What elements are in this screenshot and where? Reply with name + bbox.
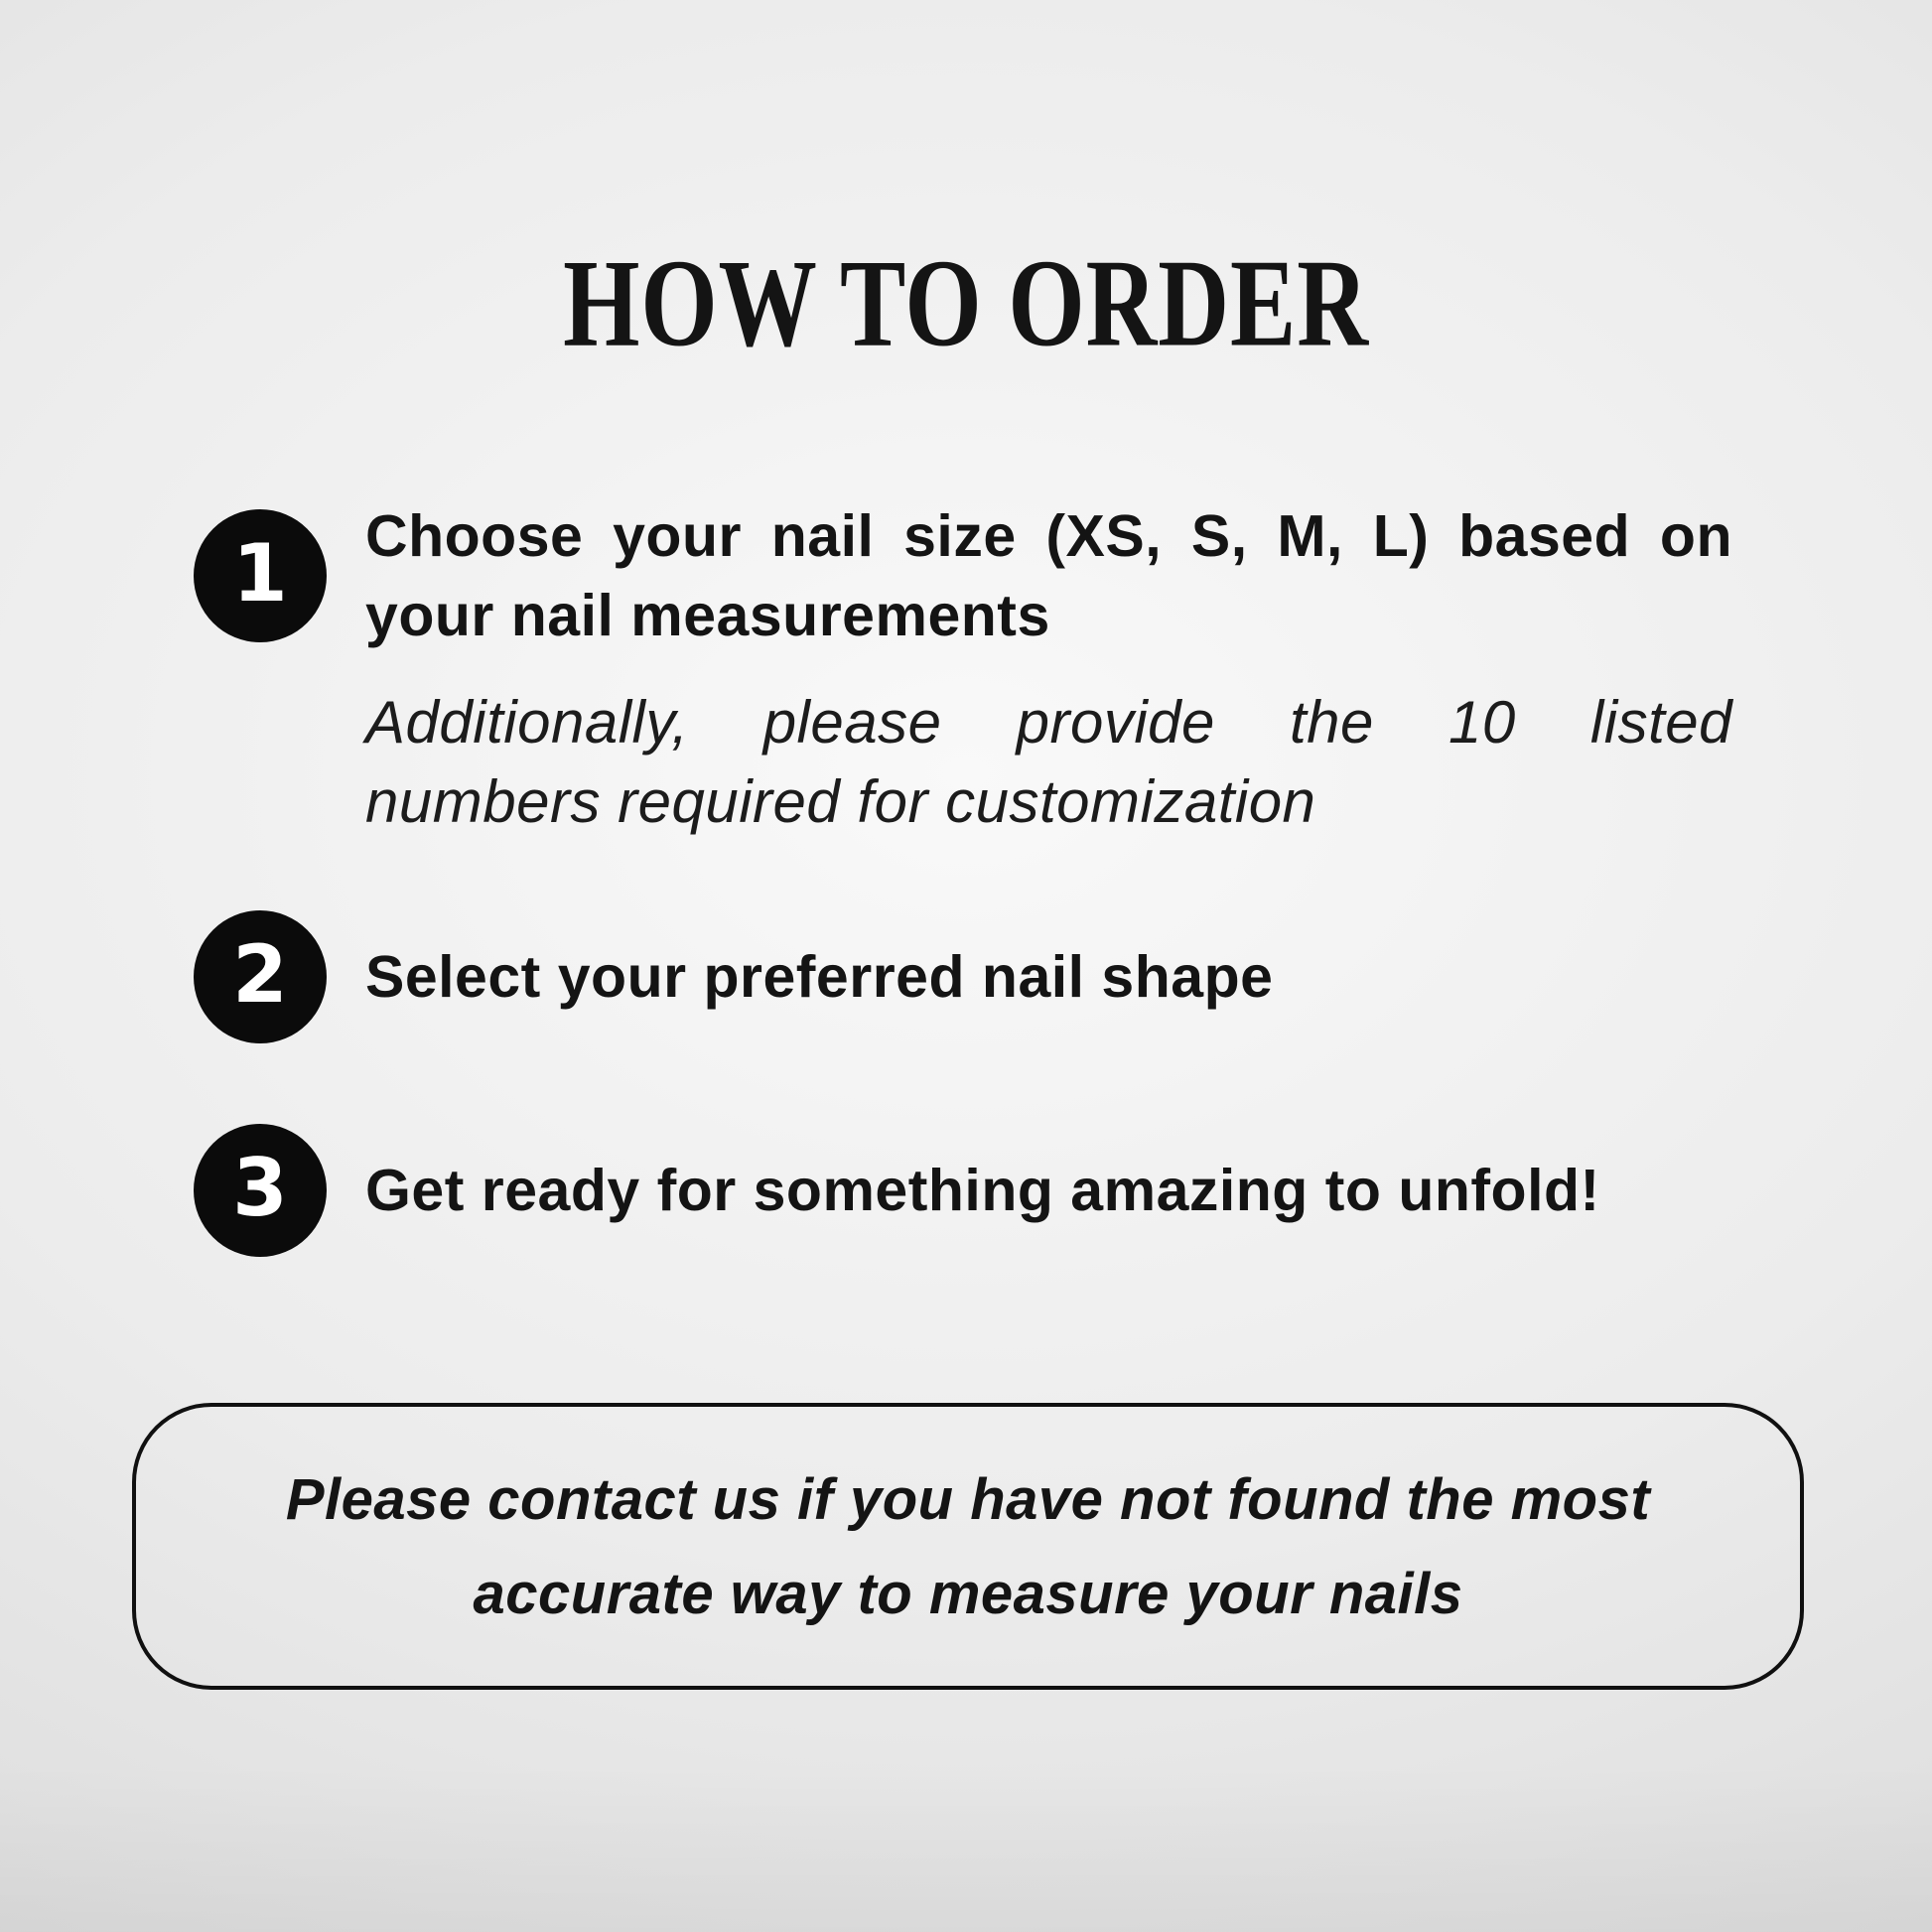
contact-note-line-2: accurate way to measure your nails [473, 1561, 1463, 1626]
step-1-note-line-1: Additionally, please provide the 10 listed [365, 689, 1732, 756]
step-1-label [365, 496, 1732, 655]
page-title: HOW TO ORDER [563, 233, 1369, 373]
step-2-number: 2 [232, 928, 288, 1021]
step-3 [194, 1124, 1732, 1257]
step-3-number-badge [194, 1124, 327, 1257]
step-2-label: Select your preferred nail shape [365, 944, 1274, 1010]
step-2-number-badge [194, 910, 327, 1043]
step-1-label-line-1: Choose your nail size (XS, S, M, L) based on [365, 503, 1732, 569]
contact-note-box [132, 1403, 1804, 1690]
step-3-number: 3 [232, 1142, 288, 1234]
step-1-note [365, 683, 1732, 842]
step-1 [194, 496, 1732, 655]
step-1-note-line-2: numbers required for customization [365, 768, 1316, 835]
step-1-number-badge [194, 509, 327, 642]
step-3-label: Get ready for something amazing to unfold! [365, 1158, 1600, 1223]
step-2 [194, 910, 1732, 1043]
step-1-number: 1 [232, 527, 288, 620]
contact-note-line-1: Please contact us if you have not found the most [285, 1466, 1651, 1532]
step-1-label-line-2: your nail measurements [365, 583, 1050, 648]
